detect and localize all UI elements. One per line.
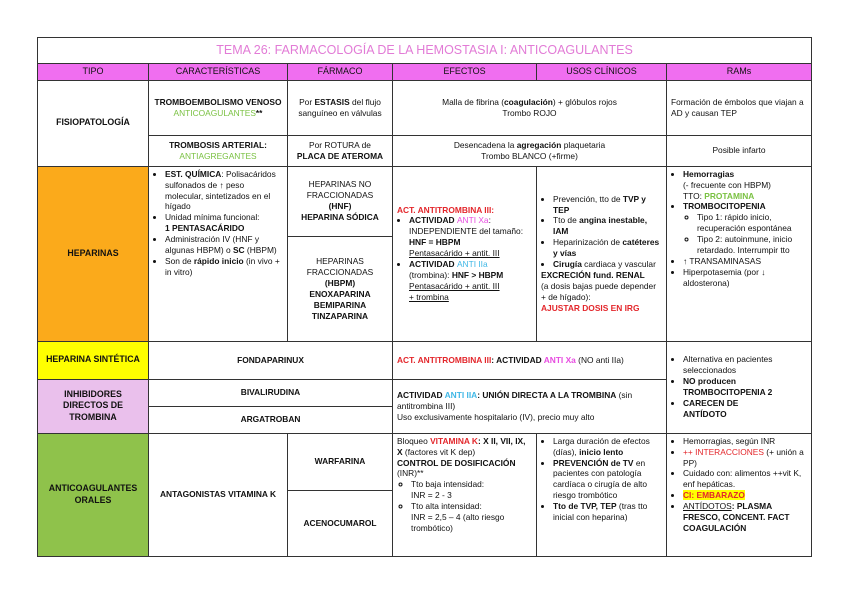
list-item: • ACTIVIDAD ANTI Xa: INDEPENDIENTE del tamaño: HNF = HBPM Pentasacárido + antit. III xyxy=(409,215,532,259)
header-tipo: TIPO xyxy=(38,64,149,81)
header-efectos: EFECTOS xyxy=(393,64,537,81)
heparinas-tipo: HEPARINAS xyxy=(38,166,149,341)
header-row xyxy=(38,64,812,81)
orales-farm-1: WARFARINA xyxy=(288,433,393,490)
fisio-row-2 xyxy=(38,135,812,166)
list-item: • ACTIVIDAD ANTI IIa (trombina): HNF > HBPM Pentasacárido + antit. III + trombina xyxy=(409,259,532,303)
fisio-tipo: FISIOPATOLOGÍA xyxy=(38,80,149,166)
list-item: • Prevención, tto de TVP y TEP xyxy=(553,194,662,216)
header-caracteristicas: CARACTERÍSTICAS xyxy=(149,64,288,81)
list-item: ◦ Tipo 2: autoinmune, inicio retardado. Interrumpir tto xyxy=(697,234,807,256)
header-rams: RAMs xyxy=(667,64,812,81)
heparinas-car xyxy=(149,166,288,341)
list-item: • Tto de TVP, TEP (tras tto inicial con heparina) xyxy=(553,501,662,523)
list-item: • NO producen TROMBOCITOPENIA 2 xyxy=(683,376,807,398)
list-item: • Tto de angina inestable, IAM xyxy=(553,215,662,237)
orales-car: ANTAGONISTAS VITAMINA K xyxy=(149,433,288,556)
fisio-r2-efectos: Desencadena la agregación plaquetaria Trombo BLANCO (+firme) xyxy=(393,135,667,166)
list-item: • Heparinización de catéteres y vías xyxy=(553,237,662,259)
heparinas-usos: • Prevención, tto de TVP y TEP • Tto de angina inestable, IAM • Heparinización de catéteres y vías • Cirugía cardiaca y vascular EXCRECIÓN fund. RENAL (a dosis bajas puede depender + de hígado): AJUSTAR DOSIS EN IRG xyxy=(537,166,667,341)
list-item: • Hemorragias (- frecuente con HBPM) TTO: PROTAMINA xyxy=(683,169,807,202)
fisio-r1-car: TROMBOEMBOLISMO VENOSO ANTICOAGULANTES** xyxy=(149,80,288,135)
list-item: • PREVENCIÓN de TV en pacientes con patología cardíaca o cirugía de alto riesgo trombótico xyxy=(553,458,662,502)
list-item: • EST. QUÍMICA: Polisacáridos sulfonados de ↑ peso molecular, sintetizados en el hígado xyxy=(165,169,283,213)
inhibidores-tipo: INHIBIDORES DIRECTOS DE TROMBINA xyxy=(38,379,149,433)
orales-tipo: ANTICOAGULANTES ORALES xyxy=(38,433,149,556)
list-item: ◦ Tipo 1: rápido inicio, recuperación espontánea xyxy=(697,212,807,234)
list-item: ◦ Tto baja intensidad: INR = 2 - 3 xyxy=(411,479,532,501)
list-item: • TROMBOCITOPENIA ◦ Tipo 1: rápido inicio, recuperación espontánea ◦ Tipo 2: autoinmune, inicio retardado. Interrumpir tto xyxy=(683,201,807,256)
list-item: • Cirugía cardiaca y vascular xyxy=(553,259,662,270)
page-title: TEMA 26: FARMACOLOGÍA DE LA HEMOSTASIA I: ANTICOAGULANTES xyxy=(38,38,812,64)
header-farmaco: FÁRMACO xyxy=(288,64,393,81)
list-item: ◦ Tto alta intensidad: INR = 2,5 – 4 (alto riesgo trombótico) xyxy=(411,501,532,534)
orales-usos xyxy=(537,433,667,556)
sintetica-farm: FONDAPARINUX xyxy=(149,341,393,379)
anticoagulantes-table xyxy=(37,37,812,557)
fisio-r1-farm: Por ESTASIS del flujo sanguíneo en válvulas xyxy=(288,80,393,135)
list-item: • Larga duración de efectos (días), inicio lento xyxy=(553,436,662,458)
list-item: • ↑ TRANSAMINASAS xyxy=(683,256,807,267)
heparinas-ram xyxy=(667,166,812,341)
orales-row-1 xyxy=(38,433,812,490)
orales-efectos: Bloqueo VITAMINA K: X II, VII, IX, X (factores vit K dep) CONTROL DE DOSIFICACIÓN (INR)** ◦ Tto baja intensidad: INR = 2 - 3 ◦ Tto alta intensidad: INR = 2,5 – 4 (alto riesgo trombótico) xyxy=(393,433,537,556)
list-item: • Alternativa en pacientes seleccionados xyxy=(683,354,807,376)
sintetica-row xyxy=(38,341,812,379)
list-item: • ANTÍDOTOS: PLASMA FRESCO, CONCENT. FACT COAGULACIÓN xyxy=(683,501,807,534)
list-item: • Unidad mínima funcional: 1 PENTASACÁRIDO xyxy=(165,212,283,234)
fisio-r1-ram: Formación de émbolos que viajan a AD y causan TEP xyxy=(667,80,812,135)
inhibidores-farm-1: BIVALIRUDINA xyxy=(149,379,393,406)
orales-ram xyxy=(667,433,812,556)
header-usos: USOS CLÍNICOS xyxy=(537,64,667,81)
shared-ram xyxy=(667,341,812,433)
sintetica-efectos: ACT. ANTITROMBINA III: ACTIVIDAD ANTI Xa (NO anti IIa) xyxy=(393,341,667,379)
list-item: • ++ INTERACCIONES (+ unión a PP) xyxy=(683,447,807,469)
heparinas-row-1 xyxy=(38,166,812,236)
list-item: • CI: EMBARAZO xyxy=(683,490,807,501)
heparinas-hnf: HEPARINAS NO FRACCIONADAS (HNF) HEPARINA SÓDICA xyxy=(288,166,393,236)
fisio-r2-car: TROMBOSIS ARTERIAL: ANTIAGREGANTES xyxy=(149,135,288,166)
inhibidores-farm-2: ARGATROBAN xyxy=(149,406,393,433)
heparinas-efectos: ACT. ANTITROMBINA III: • ACTIVIDAD ANTI Xa: INDEPENDIENTE del tamaño: HNF = HBPM Pentasacárido + antit. III • ACTIVIDAD ANTI IIa (trombina): HNF > HBPM Pentasacárido + antit. III + trombina xyxy=(393,166,537,341)
orales-farm-2: ACENOCUMAROL xyxy=(288,490,393,556)
heparinas-hbpm: HEPARINAS FRACCIONADAS (HBPM) ENOXAPARINA BEMIPARINA TINZAPARINA xyxy=(288,236,393,341)
fisio-r1-efectos: Malla de fibrina (coagulación) + glóbulos rojos Trombo ROJO xyxy=(393,80,667,135)
list-item: • Administración IV (HNF y algunas HBPM) o SC (HBPM) xyxy=(165,234,283,256)
inhibidores-efectos: ACTIVIDAD ANTI IIA: UNIÓN DIRECTA A LA TROMBINA (sin antitrombina III) Uso exclusivamente hospitalario (IV), precio muy alto xyxy=(393,379,667,433)
fisio-r2-farm: Por ROTURA de PLACA DE ATEROMA xyxy=(288,135,393,166)
list-item: • CARECEN DE ANTÍDOTO xyxy=(683,398,807,420)
list-item: • Hiperpotasemia (por ↓ aldosterona) xyxy=(683,267,807,289)
fisio-r2-ram: Posible infarto xyxy=(667,135,812,166)
list-item: • Son de rápido inicio (in vivo + in vitro) xyxy=(165,256,283,278)
list-item: • Cuidado con: alimentos ++vit K, enf hepáticas. xyxy=(683,468,807,490)
fisio-row-1 xyxy=(38,80,812,135)
list-item: • Hemorragias, según INR xyxy=(683,436,807,447)
sintetica-tipo: HEPARINA SINTÉTICA xyxy=(38,341,149,379)
